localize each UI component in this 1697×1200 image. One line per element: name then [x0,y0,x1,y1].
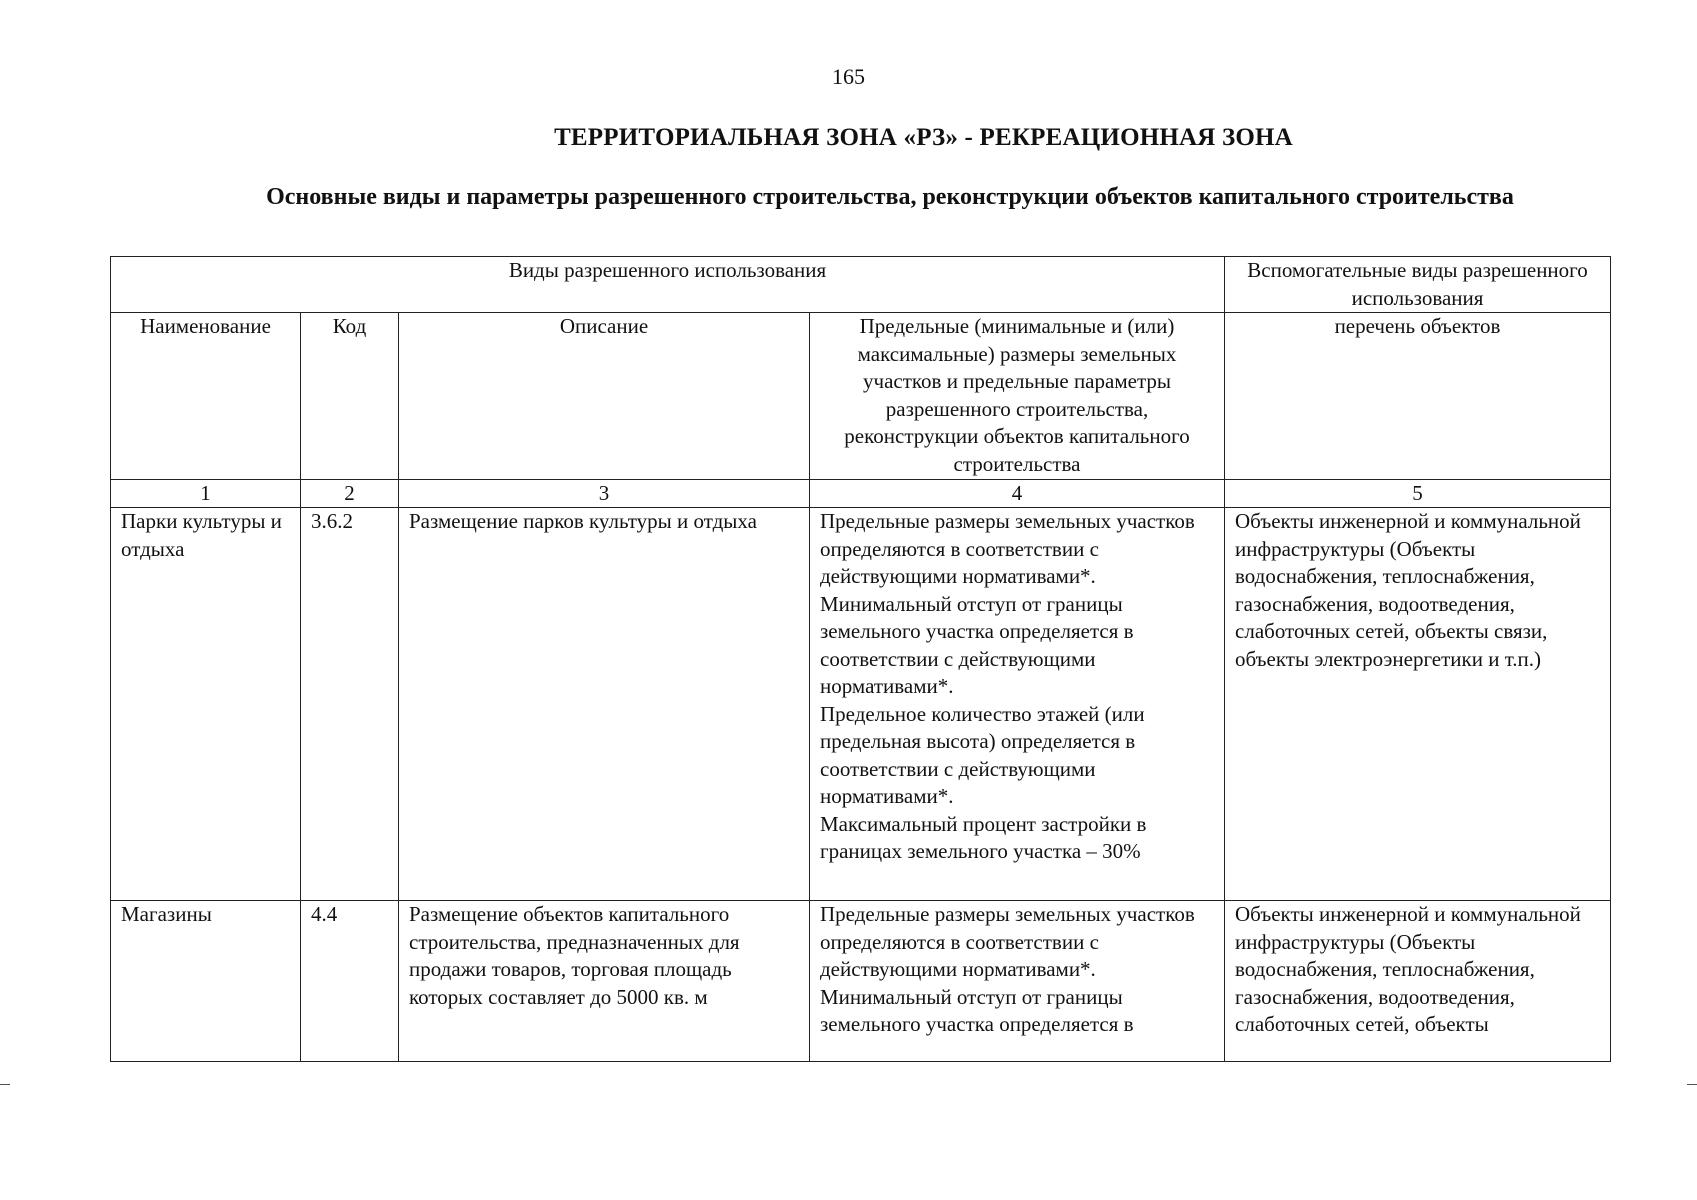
column-number: 5 [1225,480,1611,508]
cell-name: Магазины [111,901,301,1062]
column-header-code: Код [301,313,399,480]
cell-code: 3.6.2 [301,508,399,901]
zone-title: ТЕРРИТОРИАЛЬНАЯ ЗОНА «РЗ» - РЕКРЕАЦИОННАЯ ЗОНА [554,124,1293,151]
column-number: 1 [111,480,301,508]
table-row [111,508,1611,901]
column-header-name: Наименование [111,313,301,480]
column-number: 2 [301,480,399,508]
cell-name: Парки культуры и отдыха [111,508,301,901]
table-column-header-row [111,313,1611,480]
group-header-main: Виды разрешенного использования [111,257,1225,313]
cell-description: Размещение парков культуры и отдыха [399,508,810,901]
column-number: 4 [810,480,1225,508]
right-margin-mark [1687,1084,1697,1085]
section-title: Основные виды и параметры разрешенного строительства, реконструкции объектов капитального строительства [266,184,1514,210]
cell-aux: Объекты инженерной и коммунальной инфраструктуры (Объекты водоснабжения, теплоснабжения, газоснабжения, водоотведения, слаботочных сетей, объекты [1225,901,1611,1062]
column-number-row [111,480,1611,508]
cell-limits: Предельные размеры земельных участков определяются в соответствии с действующими нормативами*. Минимальный отступ от границы земельного участка определяется в [810,901,1225,1062]
cell-aux: Объекты инженерной и коммунальной инфраструктуры (Объекты водоснабжения, теплоснабжения, газоснабжения, водоотведения, слаботочных сетей, объекты связи, объекты электроэнергетики и т.п.) [1225,508,1611,901]
cell-limits: Предельные размеры земельных участков определяются в соответствии с действующими нормативами*. Минимальный отступ от границы земельного участка определяется в соответствии с действующими нормативами*. Предельное количество этажей (или предельная высота) определяется в соответствии с действующими нормативами*. Максимальный процент застройки в границах земельного участка – 30% [810,508,1225,901]
column-number: 3 [399,480,810,508]
page-number: 165 [832,64,865,89]
left-margin-mark [0,1084,10,1085]
cell-code: 4.4 [301,901,399,1062]
column-header-description: Описание [399,313,810,480]
column-header-limits: Предельные (минимальные и (или) максимальные) размеры земельных участков и предельные параметры разрешенного строительства, реконструкции объектов капитального строительства [810,313,1225,480]
regulations-table [110,256,1611,1062]
table-row [111,901,1611,1062]
cell-description: Размещение объектов капитального строительства, предназначенных для продажи товаров, торговая площадь которых составляет до 5000 кв. м [399,901,810,1062]
table-group-header-row [111,257,1611,313]
group-header-aux: Вспомогательные виды разрешенного использования [1225,257,1611,313]
column-header-aux: перечень объектов [1225,313,1611,480]
